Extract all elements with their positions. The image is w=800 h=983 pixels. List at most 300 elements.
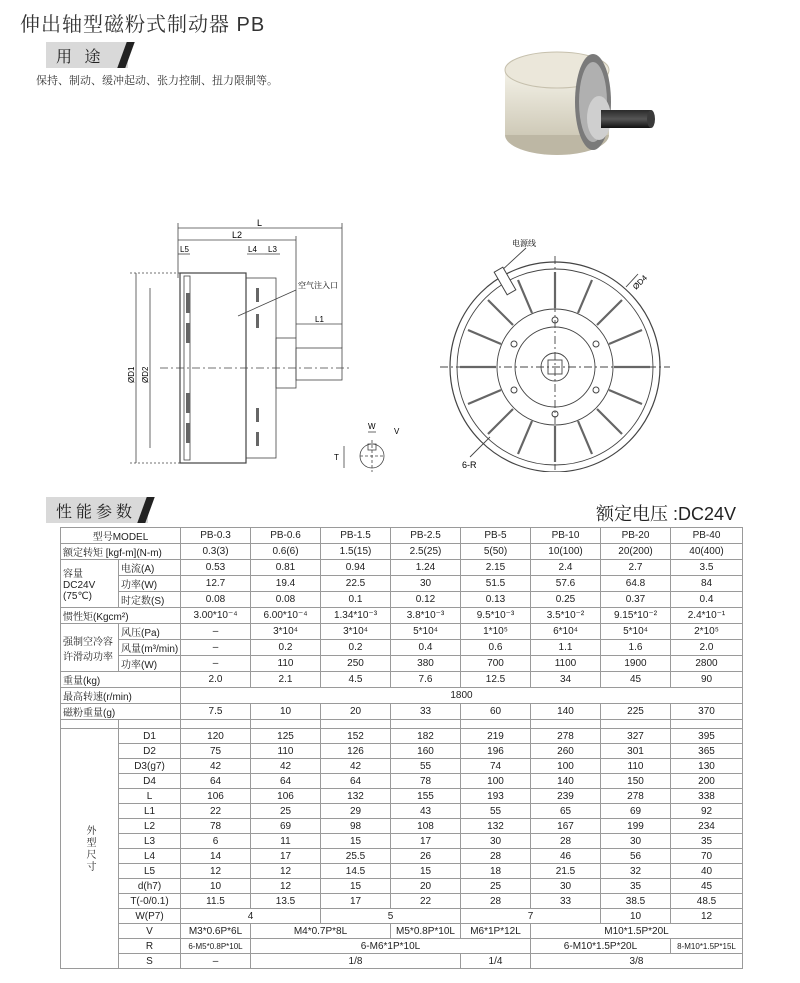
dim-label: L: [119, 789, 181, 804]
table-cell: 98: [321, 819, 391, 834]
table-cell: 2.15: [461, 560, 531, 576]
model-cell: PB-2.5: [391, 528, 461, 544]
table-cell: 1/8: [251, 954, 461, 969]
table-cell: 6-M6*1P*10L: [251, 939, 531, 954]
table-cell: 1/4: [461, 954, 531, 969]
table-cell: 3*10⁴: [251, 624, 321, 640]
table-cell: 0.53: [181, 560, 251, 576]
table-cell: 20: [391, 879, 461, 894]
table-cell: 29: [321, 804, 391, 819]
slash-decoration: [137, 497, 154, 523]
table-cell: 3.8*10⁻³: [391, 608, 461, 624]
dim-D1: ØD1: [127, 366, 136, 383]
table-cell: 10: [601, 909, 671, 924]
table-cell: 0.6: [461, 640, 531, 656]
table-cell: 1100: [531, 656, 601, 672]
table-cell: 32: [601, 864, 671, 879]
dim-label: D4: [119, 774, 181, 789]
cooling-group-label: [61, 624, 119, 672]
table-cell: 12.7: [181, 576, 251, 592]
table-cell: 14.5: [321, 864, 391, 879]
dim-D2: ØD2: [141, 366, 150, 383]
table-cell: 327: [601, 729, 671, 744]
table-cell: 182: [391, 729, 461, 744]
table-cell: 0.08: [181, 592, 251, 608]
dim-label: V: [119, 924, 181, 939]
power-line-label: 电源线: [512, 239, 536, 248]
table-cell: 69: [601, 804, 671, 819]
dim-label: W(P7): [119, 909, 181, 924]
dim-label: D1: [119, 729, 181, 744]
torque-row: [61, 544, 743, 560]
table-cell: 55: [391, 759, 461, 774]
powder-weight-row: [61, 704, 743, 720]
table-cell: 152: [321, 729, 391, 744]
rated-voltage: 额定电压 :DC24V: [595, 504, 736, 524]
table-cell: 0.4: [391, 640, 461, 656]
table-cell: 46: [531, 849, 601, 864]
table-cell: 278: [601, 789, 671, 804]
table-cell: 28: [461, 849, 531, 864]
table-cell: 30: [391, 576, 461, 592]
table-cell: 30: [601, 834, 671, 849]
table-cell: 4.5: [321, 672, 391, 688]
table-cell: 2.5(25): [391, 544, 461, 560]
table-cell: 2.1: [251, 672, 321, 688]
table-cell: 65: [531, 804, 601, 819]
dim-L1: L1: [315, 315, 324, 324]
gap-row: [61, 720, 743, 729]
table-cell: 234: [671, 819, 743, 834]
gap-cell: [181, 720, 251, 729]
table-cell: 12.5: [461, 672, 531, 688]
table-cell: 12: [251, 864, 321, 879]
dim-row-W: [61, 909, 743, 924]
table-cell: 3.5*10⁻²: [531, 608, 601, 624]
table-cell: 1.24: [391, 560, 461, 576]
table-cell: 1900: [601, 656, 671, 672]
table-cell: 155: [391, 789, 461, 804]
dim-row-D2: [61, 744, 743, 759]
dim-label: D2: [119, 744, 181, 759]
table-cell: 110: [251, 656, 321, 672]
key-T-label: T: [334, 453, 339, 462]
table-cell: 42: [181, 759, 251, 774]
table-cell: 35: [671, 834, 743, 849]
dim-label: S: [119, 954, 181, 969]
table-cell: 0.13: [461, 592, 531, 608]
table-cell: 20: [321, 704, 391, 720]
dim-L4: L4: [248, 245, 257, 254]
capacity-group-label: [61, 560, 119, 608]
table-cell: 5*10⁴: [391, 624, 461, 640]
key-W-label: W: [368, 422, 376, 431]
dim-row-d: [61, 879, 743, 894]
table-cell: 15: [321, 879, 391, 894]
dim-row-L: [61, 789, 743, 804]
table-cell: 338: [671, 789, 743, 804]
slash-decoration: [117, 42, 134, 68]
table-cell: 106: [181, 789, 251, 804]
timeconst-label: 时定数(S): [119, 592, 181, 608]
table-cell: 100: [461, 774, 531, 789]
model-header: 型号MODEL: [61, 528, 181, 544]
max-speed-value: 1800: [181, 688, 743, 704]
table-cell: 6-M10*1.5P*20L: [531, 939, 671, 954]
dim-row-L5: [61, 864, 743, 879]
table-cell: 64: [181, 774, 251, 789]
table-cell: 74: [461, 759, 531, 774]
model-row: [61, 528, 743, 544]
table-cell: 28: [531, 834, 601, 849]
power-row: [61, 576, 743, 592]
table-cell: 25.5: [321, 849, 391, 864]
gap-cell: [391, 720, 461, 729]
table-cell: 60: [461, 704, 531, 720]
table-cell: 19.4: [251, 576, 321, 592]
table-cell: 18: [461, 864, 531, 879]
dim-label: T(-0/0.1): [119, 894, 181, 909]
table-cell: 10: [181, 879, 251, 894]
table-cell: 20(200): [601, 544, 671, 560]
table-cell: 64: [251, 774, 321, 789]
table-cell: 0.25: [531, 592, 601, 608]
table-cell: 9.15*10⁻²: [601, 608, 671, 624]
table-cell: 196: [461, 744, 531, 759]
gap-cell: [251, 720, 321, 729]
power-label: 功率(W): [119, 576, 181, 592]
table-cell: 14: [181, 849, 251, 864]
table-cell: 17: [251, 849, 321, 864]
table-cell: 11: [251, 834, 321, 849]
table-cell: 2800: [671, 656, 743, 672]
table-cell: 64.8: [601, 576, 671, 592]
inertia-label: 惯性矩(Kgcm²): [61, 608, 181, 624]
dim-row-L3: [61, 834, 743, 849]
table-cell: 30: [531, 879, 601, 894]
table-cell: 167: [531, 819, 601, 834]
table-cell: 17: [321, 894, 391, 909]
table-cell: 56: [601, 849, 671, 864]
uses-text: 保持、制动、缓冲起动、张力控制、扭力限制等。: [36, 75, 278, 87]
table-cell: 8-M10*1.5P*15L: [671, 939, 743, 954]
dim-row-D1: [61, 729, 743, 744]
performance-section-label: [46, 497, 148, 523]
dim-row-L1: [61, 804, 743, 819]
table-cell: 365: [671, 744, 743, 759]
model-cell: PB-0.6: [251, 528, 321, 544]
table-cell: 28: [461, 894, 531, 909]
dim-L3: L3: [268, 245, 277, 254]
table-cell: 5*10⁴: [601, 624, 671, 640]
table-cell: 120: [181, 729, 251, 744]
pressure-label: 风压(Pa): [119, 624, 181, 640]
table-cell: 7.6: [391, 672, 461, 688]
dim-label: L5: [119, 864, 181, 879]
air-inlet-label: 空气注入口: [298, 281, 338, 290]
table-cell: 33: [391, 704, 461, 720]
table-cell: 700: [461, 656, 531, 672]
dim-label: D3(g7): [119, 759, 181, 774]
table-cell: 15: [321, 834, 391, 849]
table-cell: 22: [391, 894, 461, 909]
table-cell: 0.81: [251, 560, 321, 576]
table-cell: 15: [391, 864, 461, 879]
gap-cell: [601, 720, 671, 729]
table-cell: 26: [391, 849, 461, 864]
airflow-label: 风量(m³/min): [119, 640, 181, 656]
table-cell: 301: [601, 744, 671, 759]
model-cell: PB-5: [461, 528, 531, 544]
table-cell: 48.5: [671, 894, 743, 909]
r-label: 6-R: [462, 460, 477, 470]
table-cell: 1.6: [601, 640, 671, 656]
table-cell: M4*0.7P*8L: [251, 924, 391, 939]
table-cell: 2.0: [671, 640, 743, 656]
table-cell: 0.2: [321, 640, 391, 656]
weight-row: [61, 672, 743, 688]
table-cell: 22: [181, 804, 251, 819]
table-cell: M5*0.8P*10L: [391, 924, 461, 939]
table-cell: 43: [391, 804, 461, 819]
table-cell: 0.4: [671, 592, 743, 608]
powder-weight-label: 磁粉重量(g): [61, 704, 181, 720]
table-cell: 140: [531, 704, 601, 720]
inertia-row: [61, 608, 743, 624]
gap-cell: [61, 720, 119, 729]
dim-row-T: [61, 894, 743, 909]
model-cell: PB-20: [601, 528, 671, 544]
table-cell: 0.6(6): [251, 544, 321, 560]
table-cell: 78: [391, 774, 461, 789]
gap-cell: [119, 720, 181, 729]
table-cell: 51.5: [461, 576, 531, 592]
uses-section-label: [46, 42, 128, 68]
table-cell: 42: [251, 759, 321, 774]
table-cell: 10(100): [531, 544, 601, 560]
max-speed-label: 最高转速(r/min): [61, 688, 181, 704]
cooling-line: 强制空冷容: [63, 636, 113, 648]
table-cell: 395: [671, 729, 743, 744]
capacity-line: (75℃): [63, 591, 93, 602]
dim-label: L1: [119, 804, 181, 819]
dim-row-L2: [61, 819, 743, 834]
table-cell: 40(400): [671, 544, 743, 560]
table-cell: 0.94: [321, 560, 391, 576]
dim-L2: L2: [232, 230, 243, 240]
table-cell: 2*10⁵: [671, 624, 743, 640]
table-cell: 160: [391, 744, 461, 759]
table-cell: 380: [391, 656, 461, 672]
table-cell: 2.0: [181, 672, 251, 688]
gap-cell: [461, 720, 531, 729]
table-cell: 25: [251, 804, 321, 819]
table-cell: 0.3(3): [181, 544, 251, 560]
table-cell: 132: [461, 819, 531, 834]
table-cell: 0.12: [391, 592, 461, 608]
table-cell: M10*1.5P*20L: [531, 924, 743, 939]
table-cell: 140: [531, 774, 601, 789]
table-cell: 3.00*10⁻⁴: [181, 608, 251, 624]
uses-label: 用 途: [56, 48, 105, 66]
gap-cell: [531, 720, 601, 729]
table-cell: M3*0.6P*6L: [181, 924, 251, 939]
table-cell: 6-M5*0.8P*10L: [181, 939, 251, 954]
shaft-key-detail: [330, 418, 410, 474]
table-cell: 219: [461, 729, 531, 744]
dim-L: L: [257, 218, 263, 228]
key-V-label: V: [394, 427, 400, 436]
table-cell: –: [181, 656, 251, 672]
table-cell: 150: [601, 774, 671, 789]
d4-label: ØD4: [631, 273, 650, 292]
cooling-line: 许滑动功率: [63, 651, 113, 663]
table-cell: 45: [601, 672, 671, 688]
table-cell: 25: [461, 879, 531, 894]
table-cell: 21.5: [531, 864, 601, 879]
performance-label: 性能参数: [56, 503, 137, 521]
product-photo: [495, 40, 665, 180]
table-cell: 239: [531, 789, 601, 804]
dims-group-label: 外型尺寸: [61, 729, 119, 969]
table-cell: 38.5: [601, 894, 671, 909]
table-cell: 130: [671, 759, 743, 774]
side-view-drawing: [120, 218, 360, 468]
model-cell: PB-40: [671, 528, 743, 544]
pressure-row: [61, 624, 743, 640]
table-cell: 1.34*10⁻³: [321, 608, 391, 624]
table-cell: 6*10⁴: [531, 624, 601, 640]
dim-label: L3: [119, 834, 181, 849]
table-cell: 33: [531, 894, 601, 909]
table-cell: 110: [251, 744, 321, 759]
table-cell: 70: [671, 849, 743, 864]
table-cell: 22.5: [321, 576, 391, 592]
table-cell: 55: [461, 804, 531, 819]
table-cell: 6.00*10⁻⁴: [251, 608, 321, 624]
table-cell: 2.4: [531, 560, 601, 576]
table-cell: 199: [601, 819, 671, 834]
timeconst-row: [61, 592, 743, 608]
max-speed-row: [61, 688, 743, 704]
table-cell: 75: [181, 744, 251, 759]
table-cell: 193: [461, 789, 531, 804]
capacity-line: 容量: [63, 569, 83, 580]
dim-row-D4: [61, 774, 743, 789]
dim-row-D3: [61, 759, 743, 774]
table-cell: 110: [601, 759, 671, 774]
table-cell: 370: [671, 704, 743, 720]
dim-label: d(h7): [119, 879, 181, 894]
table-cell: M6*1P*12L: [461, 924, 531, 939]
table-cell: 2.7: [601, 560, 671, 576]
dim-row-V: [61, 924, 743, 939]
model-cell: PB-0.3: [181, 528, 251, 544]
current-label: 电流(A): [119, 560, 181, 576]
table-cell: 1.1: [531, 640, 601, 656]
table-cell: 17: [391, 834, 461, 849]
table-cell: 40: [671, 864, 743, 879]
page-title: 伸出轴型磁粉式制动器 PB: [20, 14, 266, 36]
table-cell: 2.4*10⁻¹: [671, 608, 743, 624]
table-cell: 0.2: [251, 640, 321, 656]
dim-L5: L5: [180, 245, 189, 254]
table-cell: 12: [671, 909, 743, 924]
table-cell: 13.5: [251, 894, 321, 909]
airflow-row: [61, 640, 743, 656]
table-cell: 12: [181, 864, 251, 879]
gap-cell: [321, 720, 391, 729]
table-cell: 1*10⁵: [461, 624, 531, 640]
table-cell: 7: [461, 909, 601, 924]
table-cell: 1.5(15): [321, 544, 391, 560]
table-cell: 132: [321, 789, 391, 804]
table-cell: 45: [671, 879, 743, 894]
table-cell: 108: [391, 819, 461, 834]
table-cell: 84: [671, 576, 743, 592]
table-cell: 200: [671, 774, 743, 789]
table-cell: 78: [181, 819, 251, 834]
torque-label: 额定转矩 [kgf-m](N-m): [61, 544, 181, 560]
table-cell: 64: [321, 774, 391, 789]
table-cell: 0.37: [601, 592, 671, 608]
spec-table: [60, 527, 743, 969]
capacity-line: DC24V: [63, 580, 96, 591]
current-row: [61, 560, 743, 576]
table-cell: 11.5: [181, 894, 251, 909]
model-cell: PB-10: [531, 528, 601, 544]
table-cell: 5(50): [461, 544, 531, 560]
front-view-drawing: [440, 232, 680, 472]
table-cell: 9.5*10⁻³: [461, 608, 531, 624]
table-cell: 278: [531, 729, 601, 744]
table-cell: 5: [321, 909, 461, 924]
table-cell: 92: [671, 804, 743, 819]
table-cell: 125: [251, 729, 321, 744]
table-cell: 34: [531, 672, 601, 688]
dim-row-S: [61, 954, 743, 969]
table-cell: 0.08: [251, 592, 321, 608]
table-cell: 42: [321, 759, 391, 774]
table-cell: 4: [181, 909, 321, 924]
gap-cell: [671, 720, 743, 729]
table-cell: 3/8: [531, 954, 743, 969]
table-cell: –: [181, 624, 251, 640]
table-cell: 260: [531, 744, 601, 759]
table-cell: 3*10⁴: [321, 624, 391, 640]
table-cell: 3.5: [671, 560, 743, 576]
dim-label: R: [119, 939, 181, 954]
table-cell: 90: [671, 672, 743, 688]
weight-label: 重量(kg): [61, 672, 181, 688]
table-cell: –: [181, 640, 251, 656]
table-cell: 35: [601, 879, 671, 894]
table-cell: 7.5: [181, 704, 251, 720]
table-cell: 57.6: [531, 576, 601, 592]
table-cell: 10: [251, 704, 321, 720]
table-cell: 12: [251, 879, 321, 894]
table-cell: –: [181, 954, 251, 969]
table-cell: 6: [181, 834, 251, 849]
dim-label: L4: [119, 849, 181, 864]
table-cell: 69: [251, 819, 321, 834]
cooling-power-label: 功率(W): [119, 656, 181, 672]
table-cell: 126: [321, 744, 391, 759]
table-cell: 0.1: [321, 592, 391, 608]
dim-row-R: [61, 939, 743, 954]
table-cell: 100: [531, 759, 601, 774]
model-cell: PB-1.5: [321, 528, 391, 544]
